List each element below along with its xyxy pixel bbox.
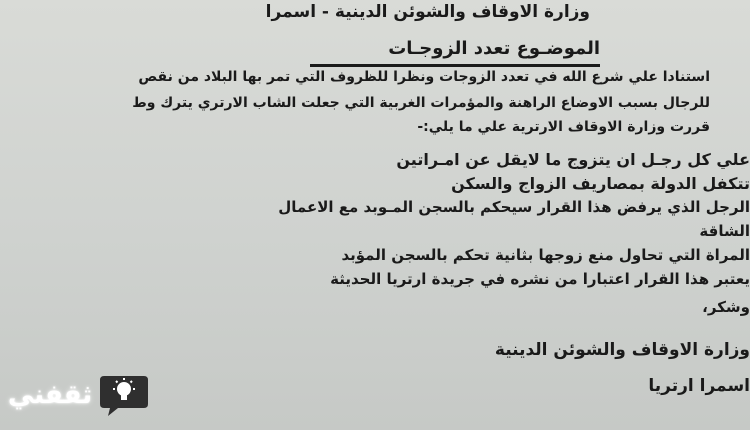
paragraph-line: قررت وزارة الاوقاف الارترية علي ما يلي:-: [417, 119, 710, 135]
lightbulb-speech-icon: [98, 372, 150, 418]
watermark-logo: [8, 372, 176, 418]
decision-item: الشاقة: [699, 222, 750, 240]
signature-location: اسمرا ارتريا: [648, 376, 750, 396]
decision-item: المراة التي تحاول منع زوجها بثانية تحكم بالسجن المؤبد: [341, 246, 750, 264]
decision-item: علي كل رجـل ان يتزوج ما لايقل عن امـراتين: [396, 150, 750, 169]
ministry-header: وزارة الاوقاف والشوئن الدينية - اسمرا: [265, 2, 590, 22]
decision-item: الرجل الذي يرفض هذا القرار سيحكم بالسجن المـوبد مع الاعمال: [278, 198, 750, 216]
paragraph-line: استنادا علي شرع الله في تعدد الزوجات ونظرا للظروف التي تمر بها البلاد من نقص: [138, 69, 710, 85]
decision-item: تتكفل الدولة بمصاريف الزواج والسكن: [451, 174, 750, 193]
watermark-brand-text: ثقفني: [8, 380, 93, 410]
subject-title: الموضـوع تعدد الزوجـات: [388, 38, 600, 59]
subject-underline: [310, 64, 600, 67]
paragraph-line: للرجال بسبب الاوضاع الراهنة والمؤمرات الغربية التي جعلت الشاب الارتري يترك وط: [132, 95, 710, 111]
closing-text: وشكر،: [702, 298, 750, 316]
decision-item: يعتبر هذا القرار اعتبارا من نشره في جريدة ارتريا الحديثة: [330, 270, 750, 288]
signature-ministry: وزارة الاوقاف والشوئن الدينية: [494, 340, 750, 360]
